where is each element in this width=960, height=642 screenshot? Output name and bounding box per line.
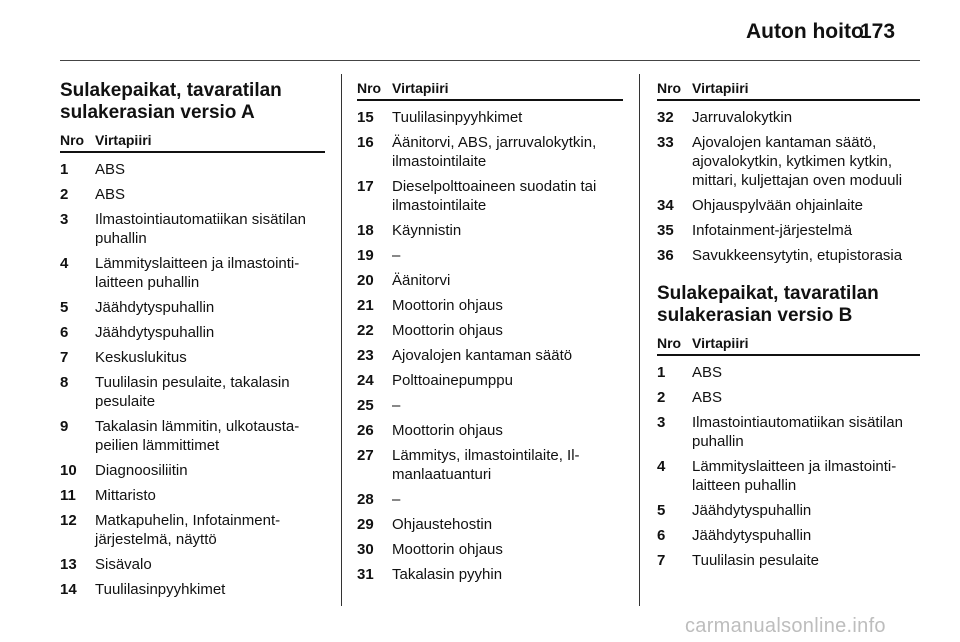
circuit-description: – — [392, 397, 401, 414]
fuse-number: 17 — [357, 178, 374, 195]
col-circuit-header: Virtapiiri — [692, 335, 749, 351]
table-row — [60, 373, 325, 411]
fuse-number: 2 — [60, 186, 69, 203]
fuse-number: 10 — [60, 462, 77, 479]
column-1 — [60, 80, 325, 599]
table-row — [357, 371, 623, 390]
circuit-description: Mittaristo — [95, 487, 156, 504]
circuit-description: Tuulilasin pesulaite — [692, 552, 820, 569]
circuit-description: Moottorin ohjaus — [392, 541, 503, 558]
fuse-number: 8 — [60, 374, 69, 391]
section-b-title: Sulakepaikat, tavaratilan sulakerasian versio B — [657, 283, 879, 326]
fuse-number: 4 — [657, 458, 666, 475]
column-divider-1 — [341, 74, 342, 606]
table-row — [357, 346, 623, 365]
fuse-number: 31 — [357, 566, 374, 583]
circuit-description: Ilmastointiautomatiikan sisätilan puhallin — [95, 211, 306, 247]
col-nro-header: Nro — [657, 80, 682, 96]
table-row — [657, 551, 920, 570]
circuit-description: Takalasin pyyhin — [392, 566, 503, 583]
circuit-description: Ohjaustehostin — [392, 516, 493, 533]
fuse-number: 3 — [60, 211, 69, 228]
circuit-description: Jäähdytyspuhallin — [692, 527, 812, 544]
circuit-description: Jäähdytyspuhallin — [95, 299, 215, 316]
section-a-title: Sulakepaikat, tavaratilan sulakerasian versio A — [60, 80, 282, 123]
table-b-body — [657, 356, 920, 570]
col-circuit-header: Virtapiiri — [692, 80, 749, 96]
fuse-number: 25 — [357, 397, 374, 414]
circuit-description: – — [392, 491, 401, 508]
page-number: 173 — [860, 20, 896, 43]
fuse-number: 7 — [60, 349, 69, 366]
table-row — [657, 246, 920, 265]
circuit-description: Äänitorvi, ABS, jarruvalokytkin, ilmastointilaite — [392, 134, 597, 170]
fuse-number: 30 — [357, 541, 374, 558]
table-row — [357, 221, 623, 240]
circuit-description: Tuulilasinpyyhkimet — [95, 581, 226, 598]
fuse-number: 19 — [357, 247, 374, 264]
fuse-number: 28 — [357, 491, 374, 508]
table-a-cont-header — [357, 80, 623, 101]
fuse-number: 15 — [357, 109, 374, 126]
fuse-number: 24 — [357, 372, 374, 389]
col-nro-header: Nro — [357, 80, 382, 96]
circuit-description: ABS — [95, 186, 126, 203]
fuse-number: 21 — [357, 297, 374, 314]
circuit-description: Jarruvalokytkin — [692, 109, 793, 126]
circuit-description: Infotainment-järjestelmä — [692, 222, 853, 239]
fuse-number: 11 — [60, 487, 76, 504]
table-row — [60, 254, 325, 292]
circuit-description: Ajovalojen kantaman säätö, ajovalokytkin, kytkimen kytkin, mittari, kuljettajan oven moduuli — [692, 134, 903, 189]
fuse-number: 16 — [357, 134, 374, 151]
col-circuit-header: Virtapiiri — [95, 132, 152, 148]
table-row — [60, 348, 325, 367]
fuse-number: 5 — [657, 502, 666, 519]
fuse-number: 7 — [657, 552, 666, 569]
table-row — [357, 246, 623, 265]
table-a-cont-body — [357, 101, 623, 584]
circuit-description: ABS — [692, 364, 723, 381]
column-3 — [657, 80, 920, 570]
table-row — [60, 210, 325, 248]
col-nro-header: Nro — [60, 132, 85, 148]
circuit-description: – — [392, 247, 401, 264]
table-row — [657, 526, 920, 545]
table-row — [657, 221, 920, 240]
table-a-header — [60, 132, 325, 153]
circuit-description: Moottorin ohjaus — [392, 322, 503, 339]
table-row — [357, 177, 623, 215]
table-row — [60, 417, 325, 455]
fuse-number: 26 — [357, 422, 374, 439]
circuit-description: Takalasin lämmitin, ulkotausta-peilien lämmittimet — [95, 418, 300, 454]
circuit-description: Ajovalojen kantaman säätö — [392, 347, 573, 364]
page-header — [0, 0, 960, 62]
col-nro-header: Nro — [657, 335, 682, 351]
circuit-description: Moottorin ohjaus — [392, 297, 503, 314]
circuit-description: Matkapuhelin, Infotainment-järjestelmä, näyttö — [95, 512, 281, 548]
circuit-description: Polttoainepumppu — [392, 372, 513, 389]
table-row — [657, 413, 920, 451]
circuit-description: Lämmityslaitteen ja ilmastointi-laitteen puhallin — [95, 255, 300, 291]
circuit-description: Ilmastointiautomatiikan sisätilan puhallin — [692, 414, 903, 450]
circuit-description: Dieselpolttoaineen suodatin tai ilmastointilaite — [392, 178, 597, 214]
fuse-number: 33 — [657, 134, 674, 151]
fuse-number: 29 — [357, 516, 374, 533]
fuse-number: 4 — [60, 255, 69, 272]
table-row — [60, 160, 325, 179]
circuit-description: Jäähdytyspuhallin — [95, 324, 215, 341]
table-row — [357, 565, 623, 584]
table-row — [357, 540, 623, 559]
watermark: carmanualsonline.info — [685, 615, 886, 637]
table-row — [357, 133, 623, 171]
col-circuit-header: Virtapiiri — [392, 80, 449, 96]
fuse-number: 3 — [657, 414, 666, 431]
fuse-number: 35 — [657, 222, 674, 239]
fuse-number: 34 — [657, 197, 674, 214]
fuse-number: 6 — [657, 527, 666, 544]
column-2 — [357, 80, 623, 584]
table-row — [357, 271, 623, 290]
circuit-description: ABS — [692, 389, 723, 406]
table-row — [357, 108, 623, 127]
table-row — [60, 461, 325, 480]
table-a-cont2-body — [657, 101, 920, 265]
fuse-number: 36 — [657, 247, 674, 264]
circuit-description: Sisävalo — [95, 556, 152, 573]
circuit-description: Lämmitys, ilmastointilaite, Il-manlaatuanturi — [392, 447, 580, 483]
table-row — [357, 321, 623, 340]
circuit-description: Savukkeensytytin, etupistorasia — [692, 247, 903, 264]
fuse-number: 6 — [60, 324, 69, 341]
header-divider — [60, 60, 920, 61]
fuse-number: 1 — [60, 161, 69, 178]
circuit-description: Tuulilasin pesulaite, takalasin pesulaite — [95, 374, 290, 410]
circuit-description: Jäähdytyspuhallin — [692, 502, 812, 519]
fuse-number: 18 — [357, 222, 374, 239]
table-row — [657, 196, 920, 215]
table-b-header — [657, 335, 920, 356]
table-row — [60, 486, 325, 505]
fuse-number: 20 — [357, 272, 374, 289]
table-row — [357, 490, 623, 509]
circuit-description: Käynnistin — [392, 222, 462, 239]
fuse-number: 27 — [357, 447, 374, 464]
circuit-description: Tuulilasinpyyhkimet — [392, 109, 523, 126]
circuit-description: Diagnoosiliitin — [95, 462, 188, 479]
column-divider-2 — [639, 74, 640, 606]
table-row — [60, 298, 325, 317]
circuit-description: Keskuslukitus — [95, 349, 187, 366]
circuit-description: Ohjauspylvään ohjainlaite — [692, 197, 863, 214]
table-a-cont2-header — [657, 80, 920, 101]
table-row — [357, 446, 623, 484]
fuse-number: 2 — [657, 389, 666, 406]
circuit-description: Äänitorvi — [392, 272, 451, 289]
table-row — [357, 421, 623, 440]
table-row — [657, 501, 920, 520]
fuse-number: 5 — [60, 299, 69, 316]
table-row — [357, 296, 623, 315]
table-row — [357, 515, 623, 534]
table-row — [657, 388, 920, 407]
fuse-number: 12 — [60, 512, 77, 529]
circuit-description: Moottorin ohjaus — [392, 422, 503, 439]
fuse-number: 13 — [60, 556, 77, 573]
table-row — [657, 133, 920, 190]
fuse-number: 9 — [60, 418, 69, 435]
table-row — [357, 396, 623, 415]
table-row — [60, 511, 325, 549]
table-row — [657, 457, 920, 495]
fuse-number: 23 — [357, 347, 374, 364]
table-row — [60, 185, 325, 204]
circuit-description: ABS — [95, 161, 126, 178]
table-row — [657, 363, 920, 382]
fuse-number: 1 — [657, 364, 666, 381]
fuse-number: 32 — [657, 109, 674, 126]
fuse-number: 22 — [357, 322, 374, 339]
table-row — [60, 555, 325, 574]
table-row — [657, 108, 920, 127]
table-row — [60, 580, 325, 599]
fuse-number: 14 — [60, 581, 77, 598]
table-a-body — [60, 153, 325, 599]
page-title: Auton hoito — [746, 20, 864, 43]
circuit-description: Lämmityslaitteen ja ilmastointi-laitteen puhallin — [692, 458, 897, 494]
table-row — [60, 323, 325, 342]
